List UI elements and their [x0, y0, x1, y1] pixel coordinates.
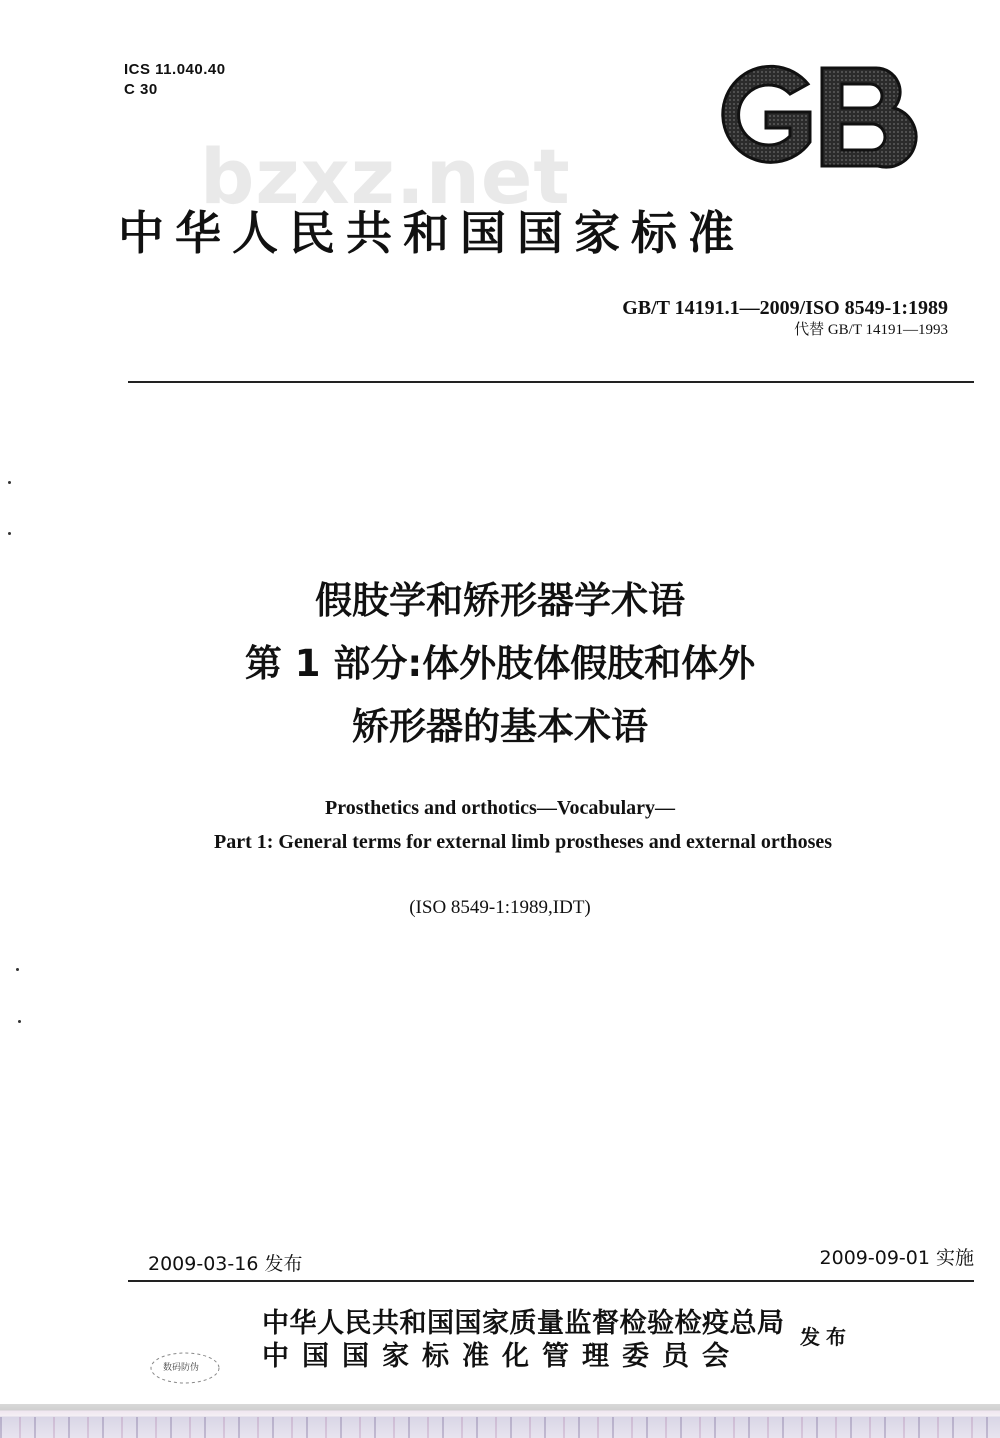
scan-edge-strip	[0, 1404, 1000, 1438]
title-chinese-line-3: 矫形器的基本术语	[352, 705, 648, 748]
issuer-sac: 中国国家标准化管理委员会	[262, 1341, 742, 1372]
seal-text: 数码防伪	[163, 1363, 200, 1373]
footer-divider	[128, 1280, 974, 1282]
scan-dot	[18, 1020, 21, 1023]
logo-letter-b	[822, 68, 916, 167]
ics-code: ICS 11.040.40	[124, 61, 226, 78]
ccs-code: C 30	[124, 81, 158, 98]
scan-dot	[16, 968, 19, 971]
standard-number: GB/T 14191.1—2009/ISO 8549-1:1989	[622, 297, 948, 319]
watermark: bzxz.net	[200, 132, 571, 221]
issue-action-label: 发布	[800, 1325, 852, 1349]
replaces-standard: 代替 GB/T 14191—1993	[794, 322, 948, 338]
issuer-aqsiq: 中华人民共和国国家质量监督检验检疫总局	[262, 1308, 785, 1339]
gb-logo	[708, 62, 920, 172]
title-english-line-2: Part 1: General terms for external limb prostheses and external orthoses	[213, 831, 833, 853]
scan-dot	[8, 481, 11, 484]
logo-letter-g	[723, 66, 810, 162]
header-divider	[128, 381, 974, 383]
national-standard-heading: 中华人民共和国国家标准	[118, 206, 745, 260]
scan-dot	[8, 532, 11, 535]
title-english-line-1: Prosthetics and orthotics—Vocabulary—	[325, 797, 675, 819]
effective-date: 2009-09-01 实施	[819, 1247, 974, 1269]
scan-edge-pattern	[0, 1417, 1000, 1438]
adoption-note: (ISO 8549-1:1989,IDT)	[409, 897, 591, 918]
publish-date: 2009-03-16 发布	[148, 1253, 303, 1275]
title-chinese-line-2: 第 1 部分:体外肢体假肢和体外	[244, 642, 756, 685]
classification-codes	[124, 60, 226, 100]
title-chinese-line-1: 假肢学和矫形器学术语	[315, 579, 685, 622]
